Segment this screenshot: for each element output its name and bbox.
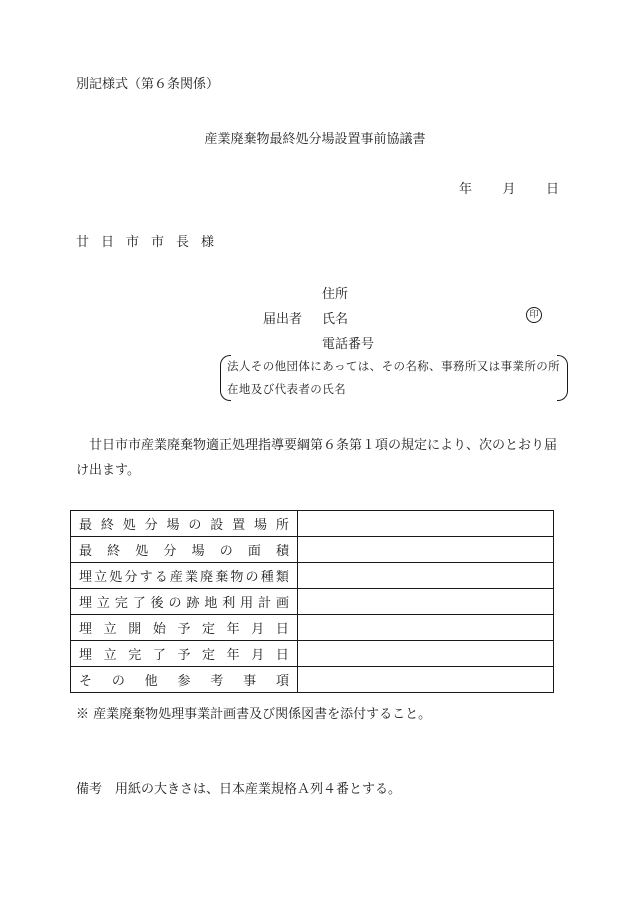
row-label: 埋 立 開 始 予 定 年 月 日 bbox=[79, 622, 289, 637]
corporate-note-text: 法人その他団体にあっては、その名称、事務所又は事業所の所在地及び代表者の氏名 bbox=[227, 359, 561, 396]
row-label: 埋 立 完 了 後 の 跡 地 利 用 計 画 bbox=[79, 596, 289, 611]
row-label-cell bbox=[71, 641, 298, 667]
table-row bbox=[71, 563, 554, 589]
row-value-field[interactable] bbox=[298, 589, 554, 615]
row-value-field[interactable] bbox=[298, 511, 554, 537]
row-label-cell bbox=[71, 589, 298, 615]
row-label-cell bbox=[71, 563, 298, 589]
row-label-cell bbox=[71, 511, 298, 537]
name-label: 氏名 bbox=[322, 312, 349, 327]
attachment-footnote: ※ 産業廃棄物処理事業計画書及び関係図書を添付すること。 bbox=[76, 707, 432, 722]
row-label: 埋 立 完 了 予 定 年 月 日 bbox=[79, 648, 289, 663]
phone-label: 電話番号 bbox=[322, 337, 375, 352]
seal-mark: 印 bbox=[526, 307, 542, 323]
row-value-field[interactable] bbox=[298, 563, 554, 589]
table-row bbox=[71, 667, 554, 693]
address-label: 住所 bbox=[322, 287, 349, 302]
row-value-field[interactable] bbox=[298, 615, 554, 641]
row-label-cell bbox=[71, 537, 298, 563]
row-label: 埋 立 処 分 す る 産 業 廃 棄 物 の 種 類 bbox=[79, 570, 289, 585]
row-label-cell bbox=[71, 615, 298, 641]
right-bracket bbox=[557, 355, 568, 401]
table-row bbox=[71, 537, 554, 563]
addressee: 廿日市市長様 bbox=[76, 235, 227, 250]
table-row bbox=[71, 641, 554, 667]
row-value-field[interactable] bbox=[298, 667, 554, 693]
form-reference: 別記様式（第６条関係） bbox=[76, 77, 220, 92]
applicant-label: 届出者 bbox=[263, 312, 303, 327]
corporate-note bbox=[220, 355, 568, 401]
day-label: 日 bbox=[545, 182, 559, 197]
table-row bbox=[71, 615, 554, 641]
date-line bbox=[459, 178, 559, 197]
row-label: 最 終 処 分 場 の 設 置 場 所 bbox=[79, 518, 289, 533]
row-value-field[interactable] bbox=[298, 537, 554, 563]
row-label: 最 終 処 分 場 の 面 積 bbox=[79, 544, 289, 559]
table-row bbox=[71, 511, 554, 537]
remarks: 備考 用紙の大きさは、日本産業規格Ａ列４番とする。 bbox=[76, 782, 402, 797]
document-title: 産業廃棄物最終処分場設置事前協議書 bbox=[204, 132, 426, 147]
row-value-field[interactable] bbox=[298, 641, 554, 667]
row-label: そ の 他 参 考 事 項 bbox=[79, 674, 289, 689]
table-row bbox=[71, 589, 554, 615]
month-label: 月 bbox=[502, 182, 516, 197]
body-text: 廿日市市産業廃棄物適正処理指導要綱第６条第１項の規定により、次のとおり届け出ます。 bbox=[76, 438, 558, 478]
row-label-cell bbox=[71, 667, 298, 693]
year-label: 年 bbox=[459, 182, 473, 197]
items-table bbox=[70, 510, 554, 693]
